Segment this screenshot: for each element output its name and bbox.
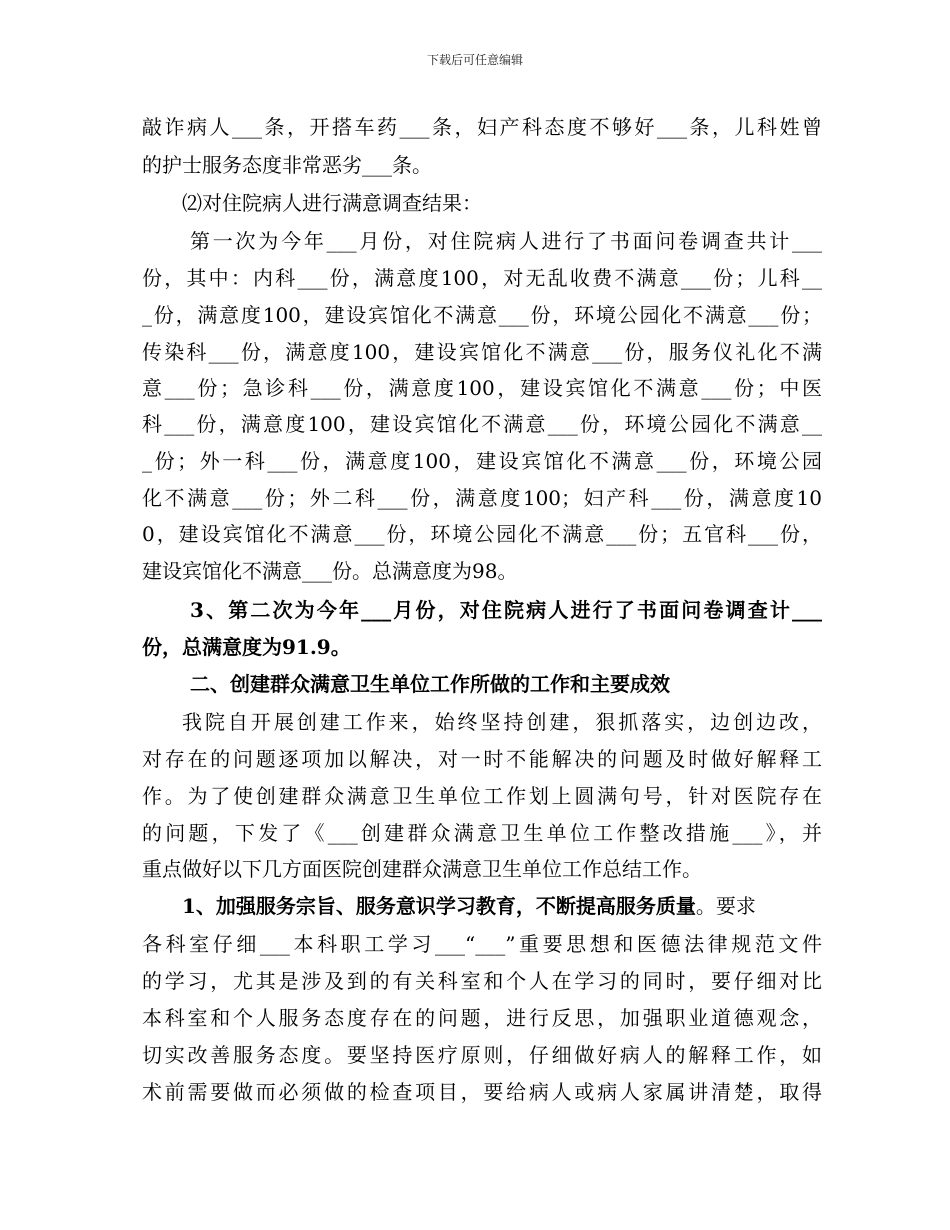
text-line: _份；外一科___份，满意度100，建设宾馆化不满意___份，环境公园	[142, 449, 822, 473]
text-line: 对存在的问题逐项加以解决，对一时不能解决的问题及时做好解释工	[142, 747, 822, 771]
text-line: 份，其中：内科___份，满意度100，对无乱收费不满意___份；儿科__	[142, 266, 822, 290]
text-line: ⑵对住院病人进行满意调查结果：	[182, 191, 482, 215]
text-line: 的护士服务态度非常恶劣___条。	[142, 153, 432, 177]
page-header-note: 下载后可任意编辑	[426, 53, 523, 67]
text-line: 的问题，下发了《___创建群众满意卫生单位工作整改措施___》，并	[142, 821, 822, 845]
bold-lead: 1、加强服务宗旨、服务意识学习教育，不断提高服务质量	[182, 894, 696, 918]
text-line: 敲诈病人___条，开搭车药___条，妇产科态度不够好___条，儿科姓曾	[142, 115, 822, 139]
bold-text-line: 3、第二次为今年___月份，对住院病人进行了书面问卷调查计___	[190, 598, 822, 622]
text-line: 传染科___份，满意度100，建设宾馆化不满意___份，服务仪礼化不满	[142, 340, 822, 364]
text-line: 0，建设宾馆化不满意___份，环境公园化不满意___份；五官科___份，	[142, 522, 822, 546]
text-line: 第一次为今年___月份，对住院病人进行了书面问卷调查共计___	[190, 229, 822, 253]
text-line: 科___份，满意度100，建设宾馆化不满意___份，环境公园化不满意__	[142, 412, 822, 436]
text-line: 术前需要做而必须做的检查项目，要给病人或病人家属讲清楚，取得	[142, 1080, 822, 1104]
text-line: 作。为了使创建群众满意卫生单位工作划上圆满句号，针对医院存在	[142, 784, 822, 808]
text-line: 重点做好以下几方面医院创建群众满意卫生单位工作总结工作。	[142, 857, 702, 881]
text-line: 我院自开展创建工作来，始终坚持创建，狠抓落实，边创边改，	[182, 710, 822, 734]
text-line: 意___份；急诊科___份，满意度100，建设宾馆化不满意___份；中医	[142, 376, 822, 400]
text-line-mixed	[182, 892, 756, 920]
text-line: 建设宾馆化不满意___份。总满意度为98。	[142, 559, 518, 583]
section-heading: 二、创建群众满意卫生单位工作所做的工作和主要成效	[190, 672, 670, 696]
bold-text-line: 份，总满意度为91.9。	[142, 635, 351, 659]
text-line: 各科室仔细___本科职工学习___“___”重要思想和医德法律规范文件	[142, 932, 822, 956]
text-line: 本科室和个人服务态度存在的问题，进行反思，加强职业道德观念，	[142, 1006, 822, 1030]
text-tail: 。要求	[695, 894, 756, 918]
text-line: _份，满意度100，建设宾馆化不满意___份，环境公园化不满意___份；	[142, 303, 822, 327]
text-line: 化不满意___份；外二科___份，满意度100；妇产科___份，满意度10	[142, 486, 822, 510]
text-line: 的学习，尤其是涉及到的有关科室和个人在学习的同时，要仔细对比	[142, 969, 822, 993]
text-line: 切实改善服务态度。要坚持医疗原则，仔细做好病人的解释工作，如	[142, 1043, 822, 1067]
